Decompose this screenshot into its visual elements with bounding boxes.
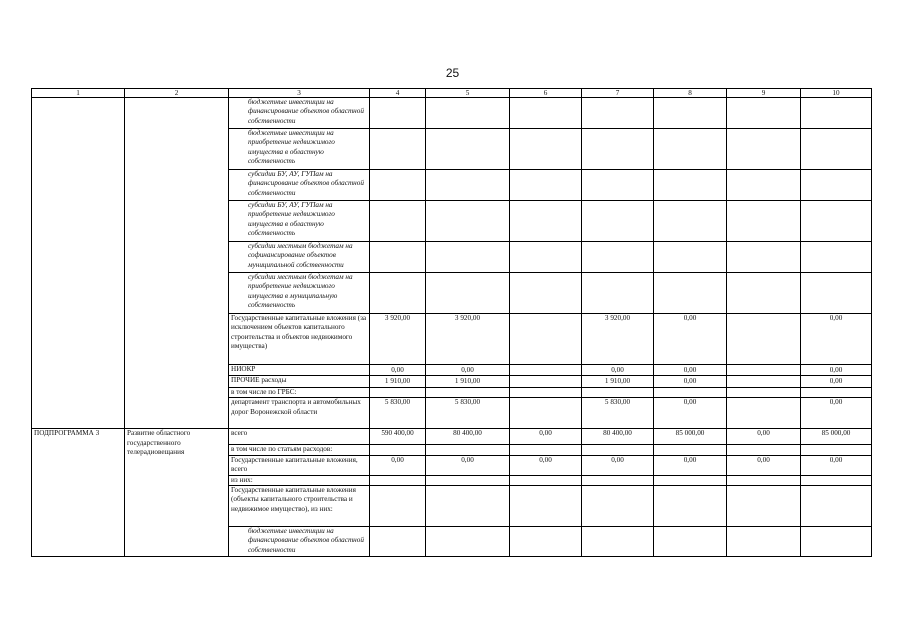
value-cell: 5 830,00 bbox=[582, 398, 654, 429]
value-cell: 3 920,00 bbox=[582, 314, 654, 365]
row-label: в том числе по статьям расходов: bbox=[229, 445, 370, 455]
value-cell: 0,00 bbox=[654, 314, 727, 365]
value-cell bbox=[654, 387, 727, 397]
page-number: 25 bbox=[445, 66, 460, 80]
column-header: 10 bbox=[801, 89, 872, 98]
value-cell: 0,00 bbox=[510, 429, 582, 445]
value-cell bbox=[801, 387, 872, 397]
value-cell: 0,00 bbox=[654, 376, 727, 387]
row-label: Государственные капитальные вложения, всего bbox=[229, 455, 370, 475]
value-cell bbox=[370, 527, 426, 557]
value-cell bbox=[654, 475, 727, 485]
column-number-row bbox=[32, 89, 872, 98]
value-cell bbox=[370, 98, 426, 129]
value-cell bbox=[654, 486, 727, 527]
value-cell: 80 400,00 bbox=[582, 429, 654, 445]
value-cell bbox=[654, 201, 727, 242]
value-cell bbox=[426, 486, 510, 527]
value-cell bbox=[426, 527, 510, 557]
row-label: департамент транспорта и автомобильных дорог Воронежской области bbox=[229, 398, 370, 429]
value-cell bbox=[727, 98, 801, 129]
column-header: 4 bbox=[370, 89, 426, 98]
row-label: ПРОЧИЕ расходы bbox=[229, 376, 370, 387]
subprogram-name: Развитие областного государственного телерадиовещания bbox=[125, 429, 229, 557]
row-label: из них: bbox=[229, 475, 370, 485]
value-cell: 1 910,00 bbox=[582, 376, 654, 387]
value-cell bbox=[582, 273, 654, 314]
value-cell bbox=[582, 129, 654, 170]
value-cell bbox=[426, 445, 510, 455]
value-cell bbox=[510, 445, 582, 455]
program-name-cell bbox=[125, 98, 229, 429]
value-cell bbox=[727, 314, 801, 365]
value-cell bbox=[582, 387, 654, 397]
value-cell bbox=[510, 398, 582, 429]
value-cell bbox=[426, 201, 510, 242]
value-cell bbox=[426, 387, 510, 397]
value-cell bbox=[582, 98, 654, 129]
value-cell: 5 830,00 bbox=[426, 398, 510, 429]
value-cell: 0,00 bbox=[510, 455, 582, 475]
row-label: субсидии местным бюджетам на софинансирование объектов муниципальной собственности bbox=[229, 242, 370, 273]
value-cell: 0,00 bbox=[727, 429, 801, 445]
value-cell bbox=[370, 445, 426, 455]
value-cell bbox=[727, 527, 801, 557]
column-header: 8 bbox=[654, 89, 727, 98]
value-cell bbox=[370, 486, 426, 527]
value-cell bbox=[727, 201, 801, 242]
row-label: НИОКР bbox=[229, 365, 370, 376]
value-cell bbox=[510, 365, 582, 376]
value-cell bbox=[727, 365, 801, 376]
value-cell: 0,00 bbox=[426, 455, 510, 475]
value-cell bbox=[370, 129, 426, 170]
value-cell bbox=[426, 475, 510, 485]
value-cell bbox=[510, 376, 582, 387]
value-cell bbox=[727, 387, 801, 397]
row-label: бюджетные инвестиции на финансирование объектов областной собственности bbox=[229, 527, 370, 557]
value-cell bbox=[801, 129, 872, 170]
value-cell bbox=[727, 398, 801, 429]
column-header: 9 bbox=[727, 89, 801, 98]
value-cell: 0,00 bbox=[654, 455, 727, 475]
value-cell bbox=[801, 201, 872, 242]
value-cell bbox=[370, 170, 426, 201]
value-cell: 3 920,00 bbox=[370, 314, 426, 365]
column-header: 2 bbox=[125, 89, 229, 98]
value-cell bbox=[510, 129, 582, 170]
column-header: 1 bbox=[32, 89, 125, 98]
value-cell: 0,00 bbox=[801, 398, 872, 429]
value-cell bbox=[426, 129, 510, 170]
value-cell bbox=[510, 170, 582, 201]
value-cell bbox=[654, 445, 727, 455]
value-cell: 0,00 bbox=[727, 455, 801, 475]
column-header: 7 bbox=[582, 89, 654, 98]
value-cell bbox=[510, 387, 582, 397]
value-cell bbox=[370, 273, 426, 314]
value-cell: 0,00 bbox=[654, 365, 727, 376]
table-row bbox=[32, 429, 872, 445]
value-cell bbox=[801, 98, 872, 129]
row-label: в том числе по ГРБС: bbox=[229, 387, 370, 397]
value-cell bbox=[801, 242, 872, 273]
value-cell: 0,00 bbox=[370, 455, 426, 475]
subprogram-code: ПОДПРОГРАММА 3 bbox=[32, 429, 125, 557]
value-cell: 0,00 bbox=[426, 365, 510, 376]
value-cell bbox=[510, 486, 582, 527]
value-cell: 0,00 bbox=[801, 376, 872, 387]
value-cell: 0,00 bbox=[801, 455, 872, 475]
value-cell bbox=[582, 486, 654, 527]
value-cell bbox=[801, 170, 872, 201]
row-label: субсидии БУ, АУ, ГУПам на приобретение недвижимого имущества в областную собственность bbox=[229, 201, 370, 242]
value-cell: 5 830,00 bbox=[370, 398, 426, 429]
value-cell: 0,00 bbox=[582, 455, 654, 475]
value-cell bbox=[727, 129, 801, 170]
value-cell bbox=[727, 475, 801, 485]
value-cell bbox=[727, 486, 801, 527]
value-cell: 0,00 bbox=[801, 365, 872, 376]
column-header: 3 bbox=[229, 89, 370, 98]
value-cell bbox=[801, 273, 872, 314]
value-cell bbox=[801, 527, 872, 557]
value-cell bbox=[801, 445, 872, 455]
value-cell bbox=[370, 387, 426, 397]
value-cell: 3 920,00 bbox=[426, 314, 510, 365]
value-cell bbox=[654, 242, 727, 273]
value-cell bbox=[582, 475, 654, 485]
value-cell bbox=[510, 314, 582, 365]
value-cell: 0,00 bbox=[582, 365, 654, 376]
column-header: 5 bbox=[426, 89, 510, 98]
value-cell bbox=[727, 273, 801, 314]
value-cell bbox=[727, 376, 801, 387]
value-cell bbox=[582, 242, 654, 273]
value-cell bbox=[654, 527, 727, 557]
value-cell bbox=[654, 273, 727, 314]
value-cell bbox=[370, 201, 426, 242]
value-cell bbox=[510, 273, 582, 314]
row-label: субсидии БУ, АУ, ГУПам на финансирование объектов областной собственности bbox=[229, 170, 370, 201]
budget-table bbox=[31, 88, 872, 557]
value-cell: 0,00 bbox=[370, 365, 426, 376]
value-cell bbox=[426, 242, 510, 273]
value-cell bbox=[582, 527, 654, 557]
column-header: 6 bbox=[510, 89, 582, 98]
value-cell: 80 400,00 bbox=[426, 429, 510, 445]
value-cell bbox=[582, 201, 654, 242]
value-cell: 590 400,00 bbox=[370, 429, 426, 445]
value-cell bbox=[426, 273, 510, 314]
value-cell: 1 910,00 bbox=[370, 376, 426, 387]
table-row bbox=[32, 98, 872, 129]
row-label: Государственные капитальные вложения (объекты капитального строительства и недвижимое имущество), из них: bbox=[229, 486, 370, 527]
value-cell bbox=[510, 475, 582, 485]
row-label: бюджетные инвестиции на финансирование объектов областной собственности bbox=[229, 98, 370, 129]
value-cell: 1 910,00 bbox=[426, 376, 510, 387]
value-cell bbox=[370, 242, 426, 273]
value-cell bbox=[426, 170, 510, 201]
value-cell bbox=[426, 98, 510, 129]
value-cell: 85 000,00 bbox=[801, 429, 872, 445]
row-label: бюджетные инвестиции на приобретение недвижимого имущества в областную собственность bbox=[229, 129, 370, 170]
value-cell bbox=[510, 242, 582, 273]
value-cell bbox=[510, 527, 582, 557]
row-label: субсидии местным бюджетам на приобретение недвижимого имущества в муниципальную собственность bbox=[229, 273, 370, 314]
value-cell bbox=[582, 170, 654, 201]
value-cell bbox=[370, 475, 426, 485]
value-cell: 0,00 bbox=[654, 398, 727, 429]
value-cell bbox=[654, 170, 727, 201]
value-cell bbox=[727, 242, 801, 273]
row-label: всего bbox=[229, 429, 370, 445]
value-cell bbox=[582, 445, 654, 455]
value-cell bbox=[510, 201, 582, 242]
value-cell bbox=[510, 98, 582, 129]
value-cell bbox=[654, 98, 727, 129]
value-cell bbox=[727, 170, 801, 201]
row-label: Государственные капитальные вложения (за исключением объектов капитального строительства и объектов недвижимого имущества) bbox=[229, 314, 370, 365]
value-cell bbox=[801, 486, 872, 527]
value-cell bbox=[654, 129, 727, 170]
table-body bbox=[32, 98, 872, 557]
program-code-cell bbox=[32, 98, 125, 429]
value-cell: 85 000,00 bbox=[654, 429, 727, 445]
value-cell bbox=[727, 445, 801, 455]
value-cell: 0,00 bbox=[801, 314, 872, 365]
value-cell bbox=[801, 475, 872, 485]
